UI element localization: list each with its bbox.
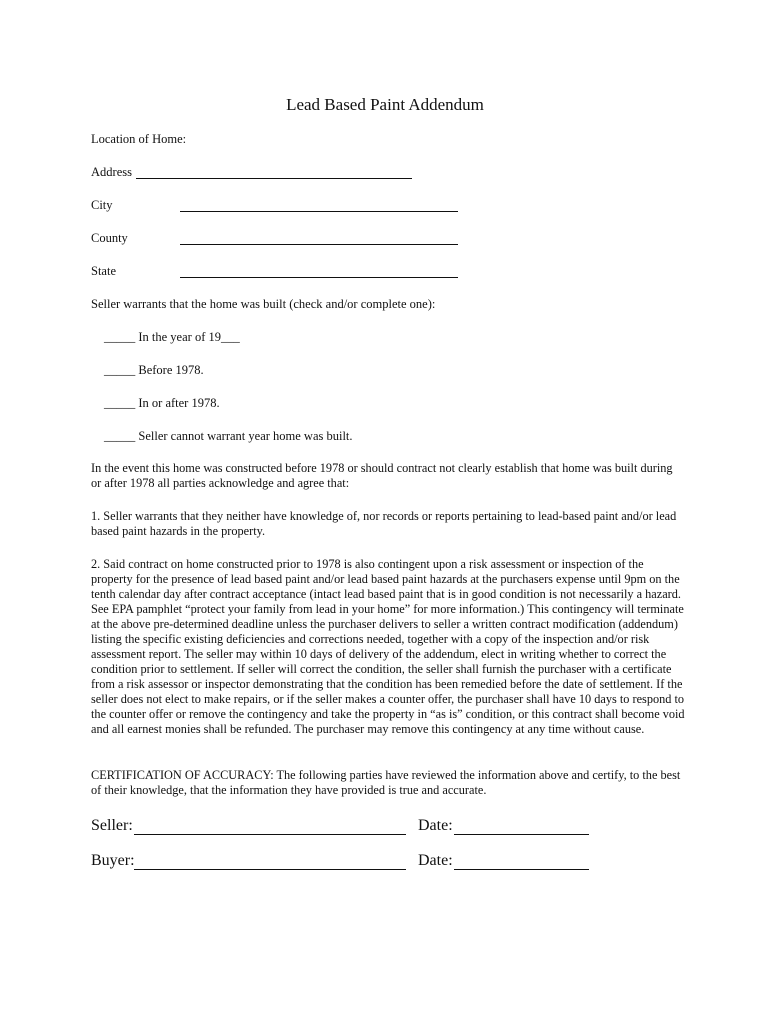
event-paragraph: In the event this home was constructed before 1978 or should contract not clearly establish that home was built during or after 1978 all parties acknowledge and agree that: [91, 461, 673, 490]
certification-paragraph: CERTIFICATION OF ACCURACY: The following parties have reviewed the information above and certify, to the best of their knowledge, that the information they have provided is true and accurate. [91, 768, 681, 797]
city-field[interactable] [180, 211, 458, 212]
buyer-label: Buyer: [91, 852, 135, 869]
buyer-date-label: Date: [418, 852, 453, 869]
state-label: State [91, 264, 116, 278]
option-cannot-warrant[interactable]: _____ Seller cannot warrant year home was built. [104, 429, 353, 443]
option-after-1978[interactable]: _____ In or after 1978. [104, 396, 220, 410]
buyer-date-field[interactable] [454, 869, 589, 870]
seller-label: Seller: [91, 817, 133, 834]
option-before-1978[interactable]: _____ Before 1978. [104, 363, 204, 377]
location-heading: Location of Home: [91, 132, 187, 146]
option-year-of[interactable]: _____ In the year of 19___ [104, 330, 240, 344]
warranty-intro: Seller warrants that the home was built (check and/or complete one): [91, 297, 436, 311]
document-title: Lead Based Paint Addendum [286, 95, 484, 114]
seller-signature-field[interactable] [134, 834, 406, 835]
state-field[interactable] [180, 277, 458, 278]
clause-1: 1. Seller warrants that they neither have knowledge of, nor records or reports pertaining to lead-based paint and/or lead based paint hazards in the property. [91, 509, 677, 538]
county-field[interactable] [180, 244, 458, 245]
seller-date-field[interactable] [454, 834, 589, 835]
clause-2: 2. Said contract on home constructed prior to 1978 is also contingent upon a risk assessment or inspection of the property for the presence of lead based paint and/or lead based paint hazards at the purchasers expense until 9pm on the tenth calendar day after contract acceptance (intact lead based paint that is in good condition is not necessarily a hazard. See EPA pamphlet “protect your family from lead in your home” for more information.) This contingency will terminate at the above pre-determined deadline unless the purchaser delivers to seller a written contract modification (addendum) listing the specific existing deficiencies and corrections needed, together with a copy of the inspection and/or risk assessment report. The seller may within 10 days of delivery of the addendum, elect in writing whether to correct the condition prior to settlement. If seller will correct the condition, the seller shall furnish the purchaser with a certificate from a risk assessor or inspector demonstrating that the condition has been remedied before the date of settlement. If the seller does not elect to make repairs, or if the seller makes a counter offer, the purchaser shall have 10 days to respond to the counter offer or remove the contingency and take the property in “as is” condition, or this contract shall become void and all earnest monies shall be refunded. The purchaser may remove this contingency at any time without cause. [91, 557, 685, 736]
city-label: City [91, 198, 113, 212]
address-label: Address [91, 165, 132, 179]
county-label: County [91, 231, 128, 245]
address-field[interactable] [136, 178, 412, 179]
seller-date-label: Date: [418, 817, 453, 834]
buyer-signature-field[interactable] [134, 869, 406, 870]
